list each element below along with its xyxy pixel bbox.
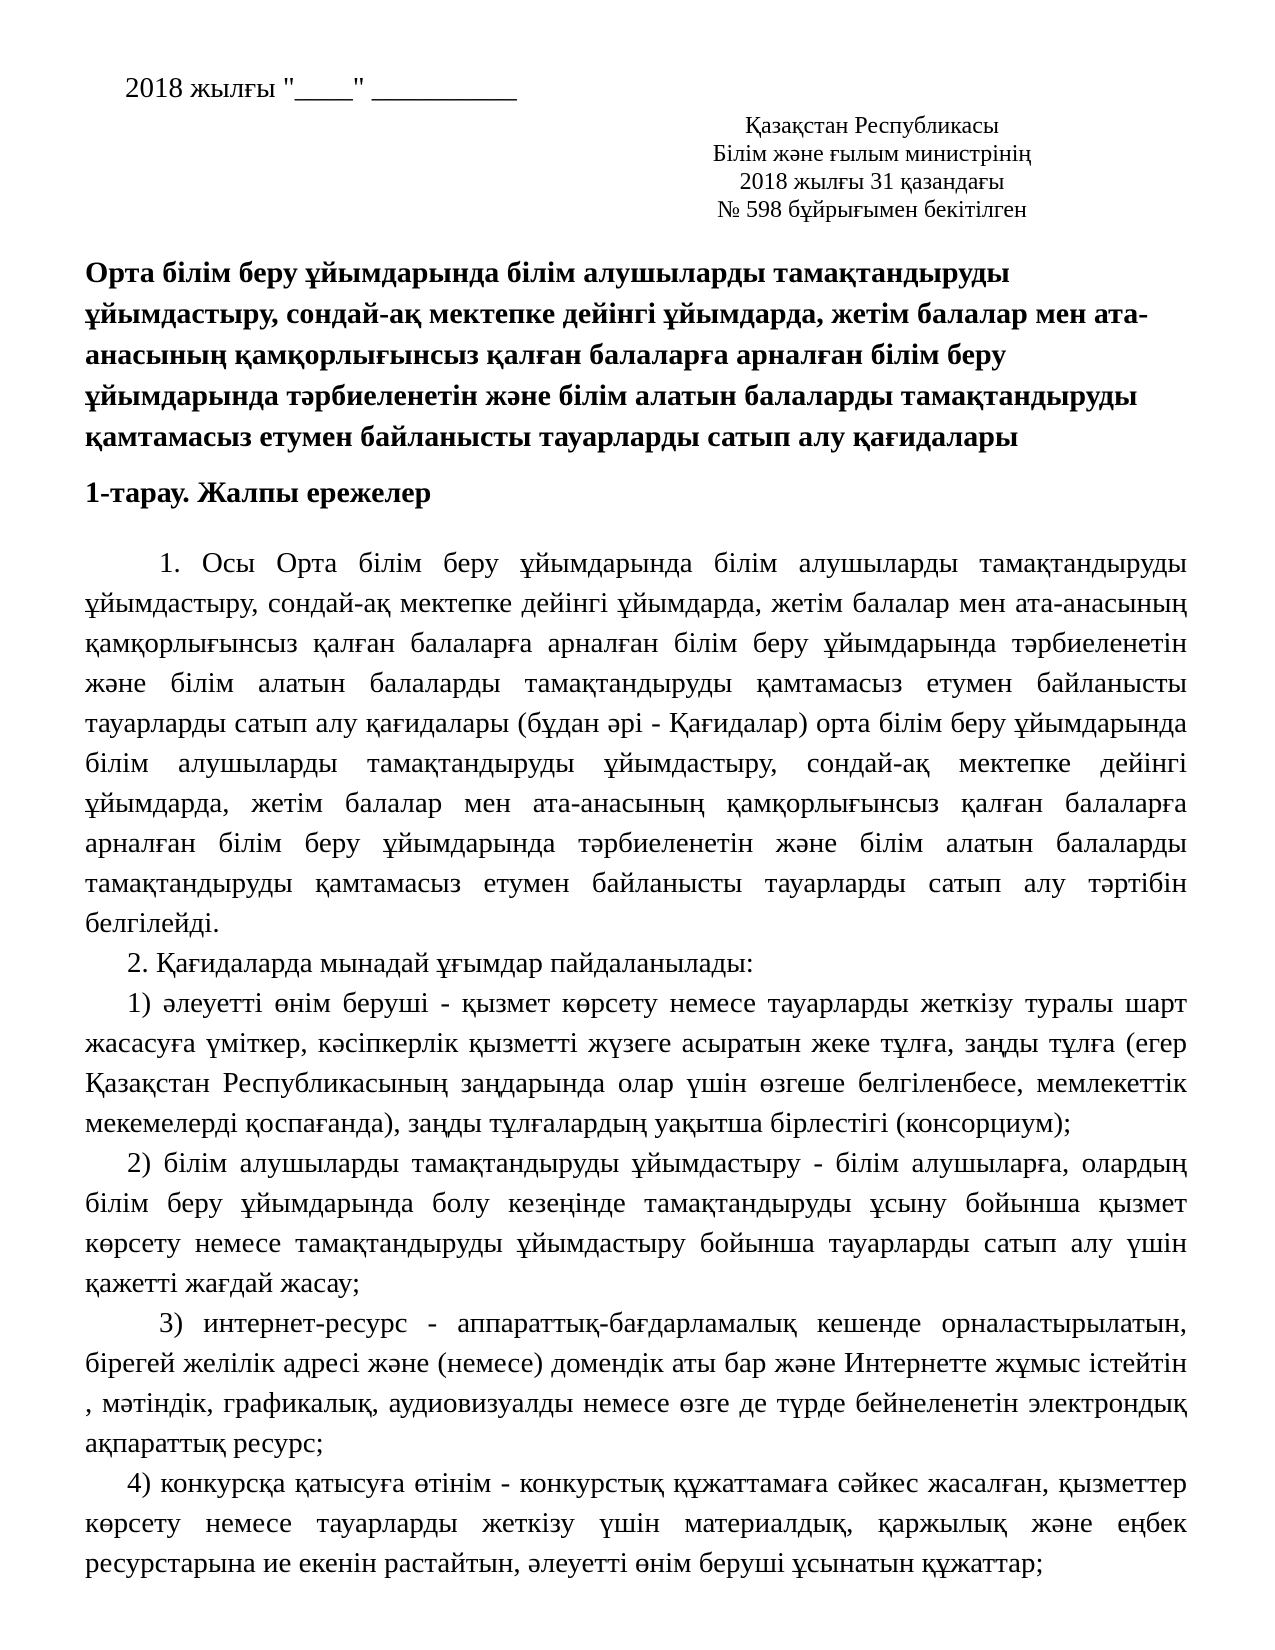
- paragraph-definition-1: 1) әлеуетті өнім беруші - қызмет көрсету немесе тауарларды жеткізу туралы шарт жасасуға үміткер, кәсіпкерлік қызметті жүзеге асыратын жеке тұлға, заңды тұлға (егер Қазақстан Республикасының заңдарында олар үшін өзгеше белгіленбесе, мемлекеттік мекемелерді қоспағанда), заңды тұлғалардың уақытша бірлестігі (консорциум);: [85, 987, 1187, 1139]
- paragraph-definition-4: 4) конкурсқа қатысуға өтінім - конкурстық құжаттамаға сәйкес жасалған, қызметтер көрсету немесе тауарларды жеткізу үшін материалдық, қаржылық және еңбек ресурстарына ие екенін растайтын, әлеуетті өнім беруші ұсынатын құжаттар;: [85, 1467, 1187, 1579]
- document-body: [85, 543, 1187, 1583]
- paragraph-point-2: 2. Қағидаларда мынадай ұғымдар пайдаланылады:: [127, 947, 754, 979]
- chapter-heading: 1-тарау. Жалпы ережелер: [85, 476, 432, 509]
- approval-line-minister: Білім және ғылым министрінің: [712, 141, 1032, 167]
- paragraph-definition-3: 3) интернет-ресурс - аппараттық-бағдарламалық кешенде орналастырылатын, бірегей желілік адресі және (немесе) домендік аты бар және Интернетте жұмыс істейтін , мәтіндік, графикалық, аудиовизуалды немесе өзге де түрде бейнеленетін электрондық ақпараттық ресурс;: [85, 1307, 1187, 1459]
- approval-line-order-number: № 598 бұйрығымен бекітілген: [717, 197, 1027, 223]
- approval-line-country: Қазақстан Республикасы: [744, 113, 999, 139]
- approval-block: [657, 112, 1087, 224]
- date-line: 2018 жылғы "____" __________: [125, 72, 517, 104]
- document-title: Орта білім беру ұйымдарында білім алушыларды тамақтандыруды ұйымдастыру, сондай-ақ мектепке дейінгі ұйымдарда, жетім балалар мен ата-анасының қамқорлығынсыз қалған балаларға арналған білім беру ұйымдарында тәрбиеленетін және білім алатын балаларды тамақтандыруды қамтамасыз етумен байланысты тауарларды сатып алу қағидалары: [85, 256, 1149, 453]
- paragraph-definition-2: 2) білім алушыларды тамақтандыруды ұйымдастыру - білім алушыларға, олардың білім беру ұйымдарында болу кезеңінде тамақтандыруды ұсыну бойынша қызмет көрсету немесе тамақтандыруды ұйымдастыру бойынша тауарларды сатып алу үшін қажетті жағдай жасау;: [85, 1147, 1187, 1299]
- paragraph-point-1: 1. Осы Орта білім беру ұйымдарында білім алушыларды тамақтандыруды ұйымдастыру, сондай-ақ мектепке дейінгі ұйымдарда, жетім балалар мен ата-анасының қамқорлығынсыз қалған балаларға арналған білім беру ұйымдарында тәрбиеленетін және білім алатын балаларды тамақтандыруды қамтамасыз етумен байланысты тауарларды сатып алу қағидалары (бұдан әрі - Қағидалар) орта білім беру ұйымдарында білім алушыларды тамақтандыруды ұйымдастыру, сондай-ақ мектепке дейінгі ұйымдарда, жетім балалар мен ата-анасының қамқорлығынсыз қалған балаларға арналған білім беру ұйымдарында тәрбиеленетін және білім алатын балаларды тамақтандыруды қамтамасыз етумен байланысты тауарларды сатып алу тәртібін белгілейді.: [85, 547, 1187, 939]
- approval-line-date: 2018 жылғы 31 қазандағы: [739, 169, 1005, 195]
